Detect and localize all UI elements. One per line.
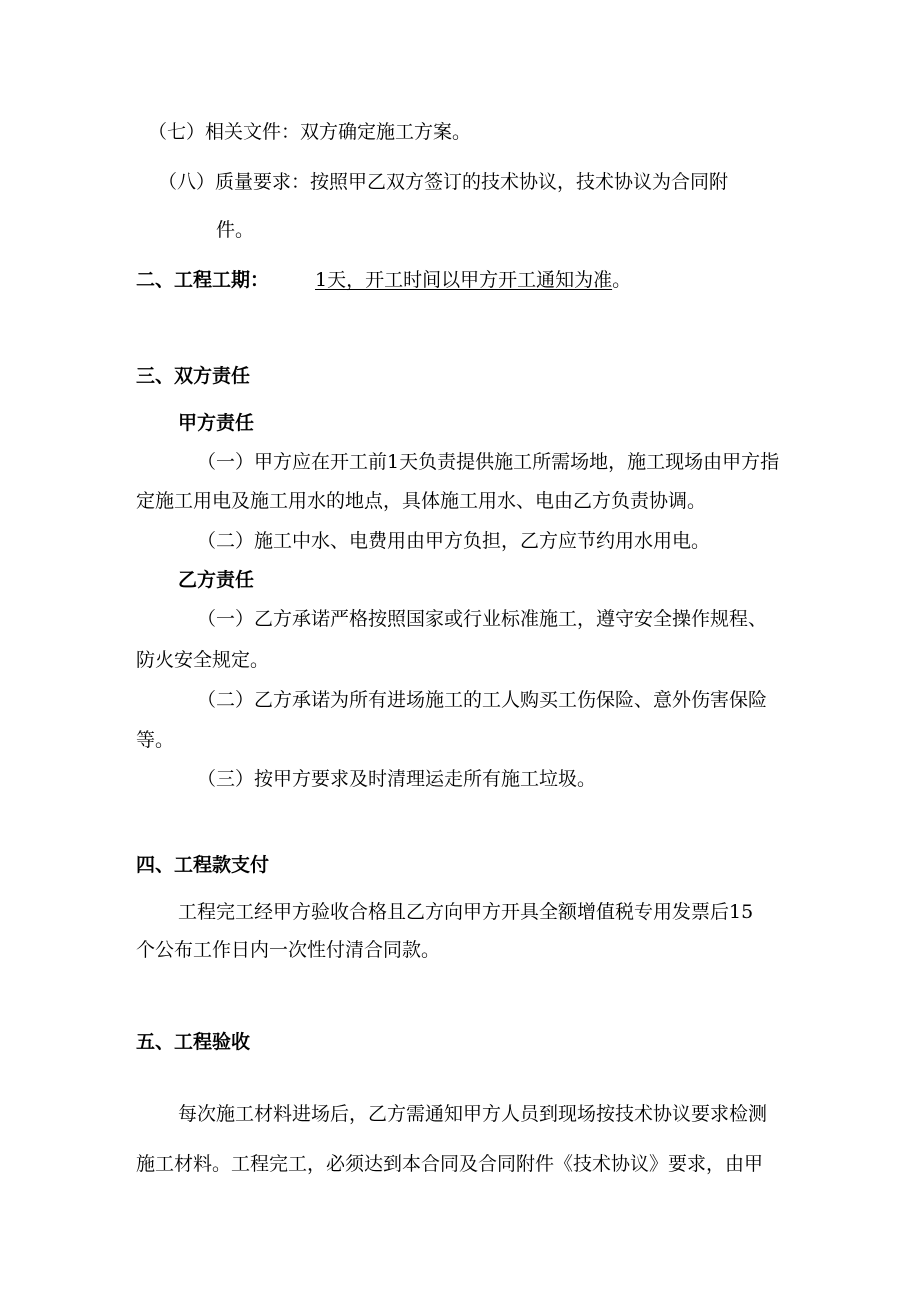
section-2-construction-period [136, 268, 631, 292]
payment-paragraph-line-1: 工程完工经甲方验收合格且乙方向甲方开具全额增值税专用发票后15 [178, 901, 754, 923]
section-2-heading: 二、工程工期： [136, 269, 270, 291]
party-a-responsibility-heading: 甲方责任 [178, 412, 255, 434]
clause-8-quality-requirements: （八）质量要求：按照甲乙双方签订的技术协议，技术协议为合同附 [158, 171, 729, 193]
party-a-item-1-continuation: 定施工用电及施工用水的地点，具体施工用水、电由乙方负责协调。 [136, 490, 707, 512]
party-b-item-1: （一）乙方承诺严格按照国家或行业标准施工，遵守安全操作规程、 [197, 608, 768, 630]
party-a-item-2: （二）施工中水、电费用由甲方负担，乙方应节约用水用电。 [197, 530, 711, 552]
party-b-item-2: （二）乙方承诺为所有进场施工的工人购买工伤保险、意外伤害保险 [197, 689, 768, 711]
party-a-item-1: （一）甲方应在开工前1天负责提供施工所需场地，施工现场由甲方指 [197, 451, 780, 473]
party-b-item-3: （三）按甲方要求及时清理运走所有施工垃圾。 [197, 768, 597, 790]
section-2-end-punct: 。 [612, 269, 632, 291]
party-b-item-1-continuation: 防火安全规定。 [136, 649, 270, 671]
acceptance-paragraph-line-1: 每次施工材料进场后，乙方需通知甲方人员到现场按技术协议要求检测 [178, 1103, 768, 1125]
section-5-heading: 五、工程验收 [136, 1031, 251, 1053]
clause-7-related-documents: （七）相关文件：双方确定施工方案。 [148, 121, 472, 143]
party-b-item-2-continuation: 等。 [136, 729, 175, 751]
party-b-responsibility-heading: 乙方责任 [178, 569, 255, 591]
section-4-heading: 四、工程款支付 [136, 854, 270, 876]
clause-8-continuation: 件。 [216, 219, 255, 241]
payment-paragraph-line-2: 个公布工作日内一次性付清合同款。 [136, 939, 441, 961]
section-3-heading: 三、双方责任 [136, 365, 251, 387]
acceptance-paragraph-line-2: 施工材料。工程完工，必须达到本合同及合同附件《技术协议》要求，由甲 [136, 1153, 764, 1175]
construction-period-value: 1天，开工时间以甲方开工通知为准 [315, 269, 613, 291]
